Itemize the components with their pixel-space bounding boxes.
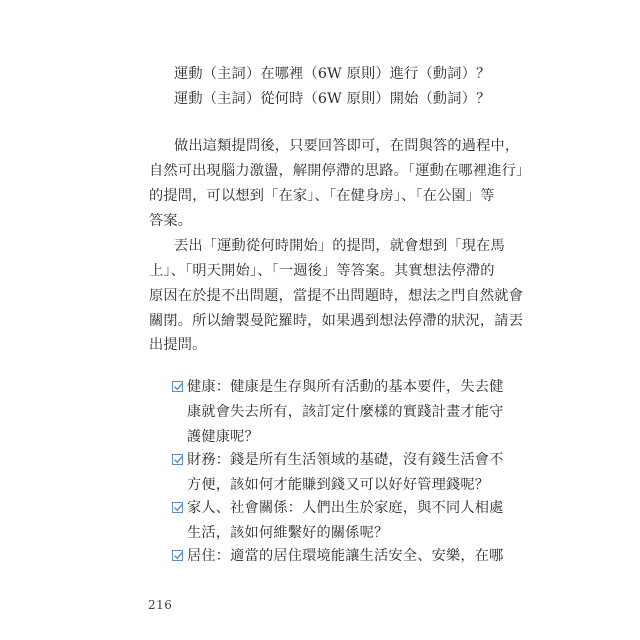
paragraph-line: 原因在於提不出問題，當提不出問題時，想法之門自然就會 — [149, 288, 524, 304]
checklist-line: 生活，該如何維繫好的關係呢？ — [187, 525, 389, 541]
paragraph-line: 關閉。所以繪製曼陀羅時，如果遇到想法停滯的狀況，請丟 — [149, 313, 524, 329]
checklist-line: 護健康呢？ — [187, 429, 259, 445]
paragraph-line: 丟出「運動從何時開始」的提問，就會想到「現在馬 — [174, 238, 505, 254]
checklist-line: 康就會失去所有，該訂定什麼樣的實踐計畫才能守 — [187, 404, 504, 420]
checkbox-icon — [172, 454, 183, 465]
paragraph-line: 做出這類提問後，只要回答即可，在問與答的過程中， — [174, 138, 520, 154]
checklist-line: 健康：健康是生存與所有活動的基本要件，失去健 — [187, 379, 504, 395]
checklist-line: 方便，該如何才能賺到錢又可以好好管理錢呢？ — [187, 477, 490, 493]
checkbox-icon — [172, 550, 183, 561]
paragraph-line: 自然可出現腦力激盪，解開停滯的思路。「運動在哪裡進行」 — [149, 163, 531, 179]
page-number: 216 — [148, 598, 173, 612]
paragraph-line: 答案。 — [149, 213, 193, 229]
paragraph-line: 上」、「明天開始」、「一週後」等答案。其實想法停滯的 — [149, 263, 495, 279]
question-line: 運動（主詞）從何時（6W 原則）開始（動詞）？ — [174, 91, 491, 107]
checklist-line: 家人、社會關係：人們出生於家庭，與不同人相處 — [187, 500, 504, 516]
checkbox-icon — [172, 381, 183, 392]
checklist-line: 居住：適當的居住環境能讓生活安全、安樂，在哪 — [187, 548, 504, 564]
paragraph-line: 的提問，可以想到「在家」、「在健身房」、「在公園」等 — [149, 188, 495, 204]
question-line: 運動（主詞）在哪裡（6W 原則）進行（動詞）？ — [174, 66, 491, 82]
checklist-line: 財務：錢是所有生活領域的基礎，沒有錢生活會不 — [187, 452, 504, 468]
checkbox-icon — [172, 502, 183, 513]
paragraph-line: 出提問。 — [149, 337, 207, 353]
